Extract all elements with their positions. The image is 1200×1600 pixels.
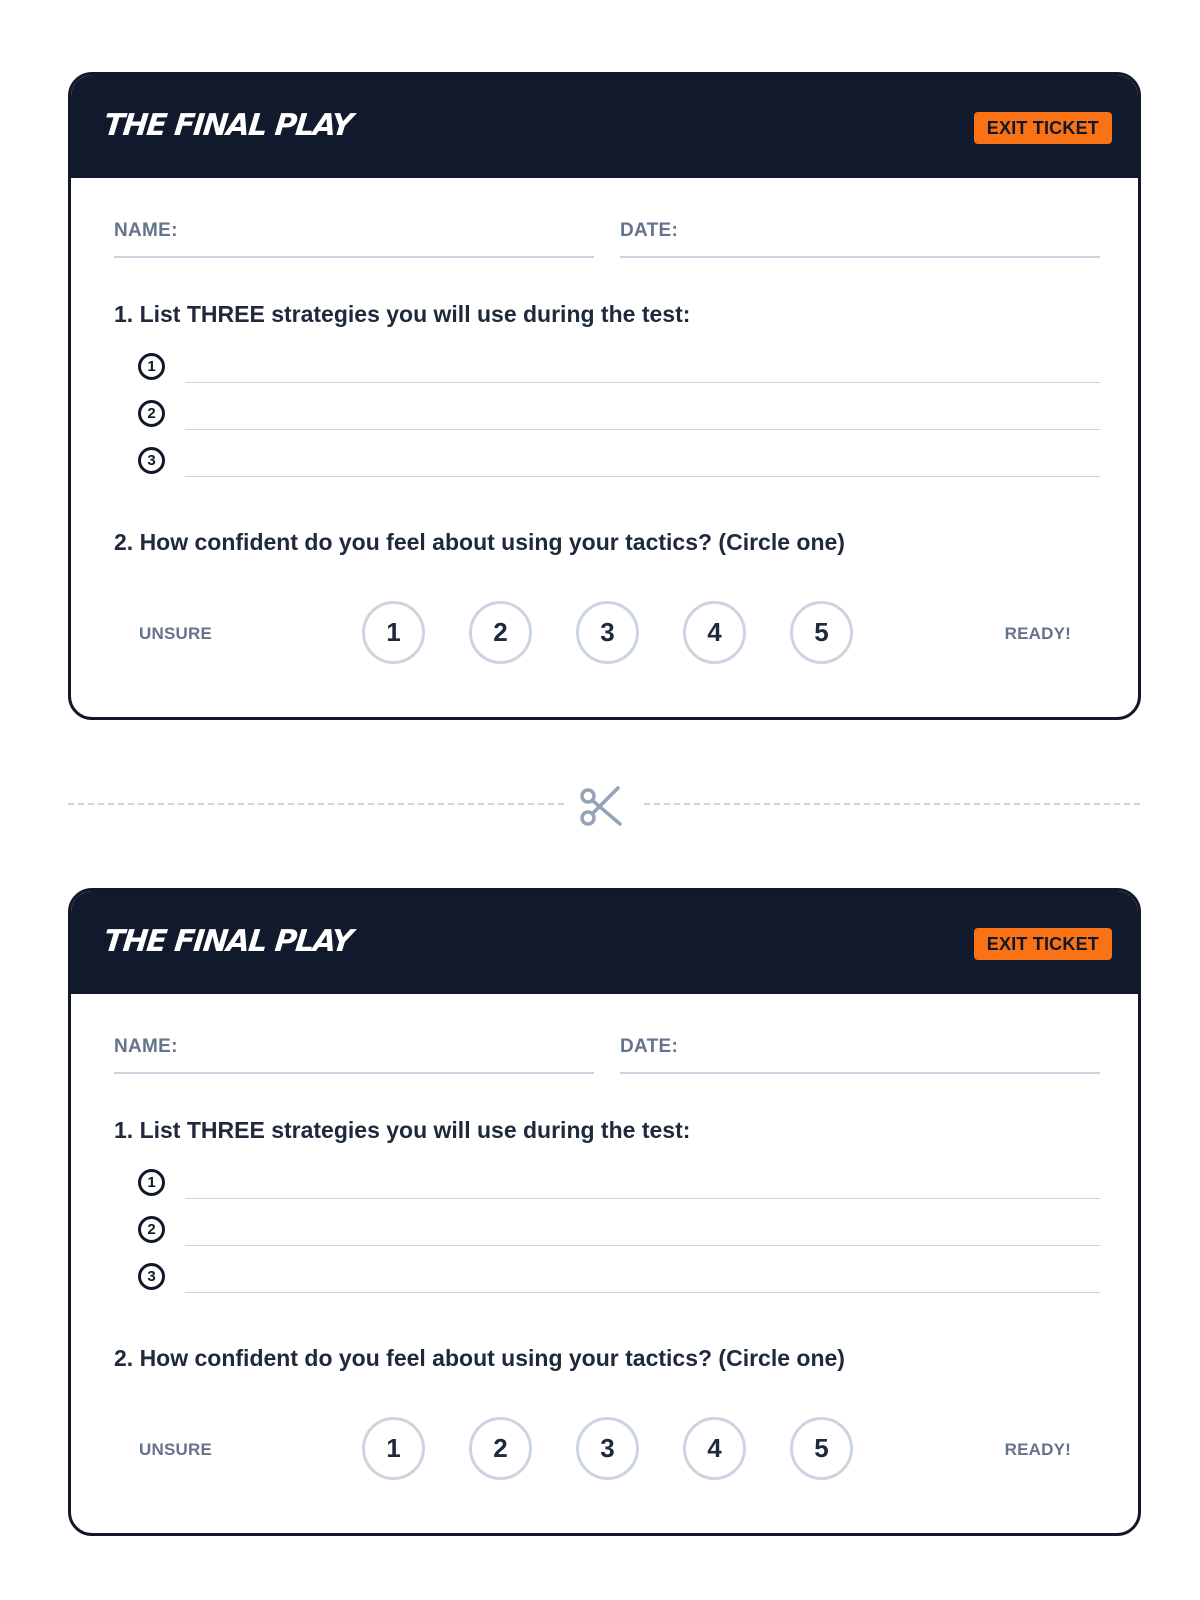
rating-option-3[interactable]: 3: [576, 1417, 639, 1480]
rating-option-4[interactable]: 4: [683, 601, 746, 664]
date-label: DATE:: [620, 1036, 679, 1057]
strategy-row: [138, 351, 1100, 391]
name-label: NAME:: [114, 1036, 178, 1057]
date-field[interactable]: [620, 256, 1100, 258]
strategy-row: [138, 1167, 1100, 1207]
date-field[interactable]: [620, 1072, 1100, 1074]
strategy-answer-line-2[interactable]: [185, 429, 1100, 430]
rating-option-1[interactable]: 1: [362, 1417, 425, 1480]
strategy-row: [138, 398, 1100, 438]
ticket-title: THE FINAL PLAY: [102, 108, 354, 143]
rating-option-5[interactable]: 5: [790, 601, 853, 664]
question-strategies: 1. List THREE strategies you will use during the test:: [114, 301, 691, 327]
cut-line-right: [644, 803, 1140, 805]
question-confidence: 2. How confident do you feel about using your tactics? (Circle one): [114, 1345, 845, 1371]
exit-ticket-badge: EXIT TICKET: [974, 928, 1112, 960]
strategy-answer-line-1[interactable]: [185, 1198, 1100, 1199]
rating-option-2[interactable]: 2: [469, 601, 532, 664]
scale-high-label: READY!: [1004, 1440, 1071, 1459]
strategy-number-2: 2: [138, 1216, 165, 1243]
name-field[interactable]: [114, 256, 594, 258]
strategy-answer-line-2[interactable]: [185, 1245, 1100, 1246]
rating-option-2[interactable]: 2: [469, 1417, 532, 1480]
question-strategies: 1. List THREE strategies you will use during the test:: [114, 1117, 691, 1143]
strategy-row: [138, 1261, 1100, 1301]
name-field[interactable]: [114, 1072, 594, 1074]
strategy-answer-line-3[interactable]: [185, 476, 1100, 477]
question-confidence: 2. How confident do you feel about using your tactics? (Circle one): [114, 529, 845, 555]
cut-line-left: [68, 803, 564, 805]
rating-option-3[interactable]: 3: [576, 601, 639, 664]
strategy-number-3: 3: [138, 1263, 165, 1290]
rating-option-5[interactable]: 5: [790, 1417, 853, 1480]
strategy-number-2: 2: [138, 400, 165, 427]
date-label: DATE:: [620, 220, 679, 241]
scissors-icon: [578, 782, 626, 830]
scale-low-label: UNSURE: [139, 1440, 212, 1459]
strategy-number-3: 3: [138, 447, 165, 474]
exit-ticket-card: [68, 888, 1141, 1536]
strategy-number-1: 1: [138, 353, 165, 380]
strategy-number-1: 1: [138, 1169, 165, 1196]
scale-low-label: UNSURE: [139, 624, 212, 643]
strategy-row: [138, 1214, 1100, 1254]
ticket-header: [71, 891, 1138, 994]
exit-ticket-card: [68, 72, 1141, 720]
strategy-answer-line-1[interactable]: [185, 382, 1100, 383]
strategy-row: [138, 445, 1100, 485]
ticket-header: [71, 75, 1138, 178]
name-label: NAME:: [114, 220, 178, 241]
exit-ticket-badge: EXIT TICKET: [974, 112, 1112, 144]
strategy-answer-line-3[interactable]: [185, 1292, 1100, 1293]
rating-option-4[interactable]: 4: [683, 1417, 746, 1480]
rating-option-1[interactable]: 1: [362, 601, 425, 664]
scale-high-label: READY!: [1004, 624, 1071, 643]
ticket-title: THE FINAL PLAY: [102, 924, 354, 959]
